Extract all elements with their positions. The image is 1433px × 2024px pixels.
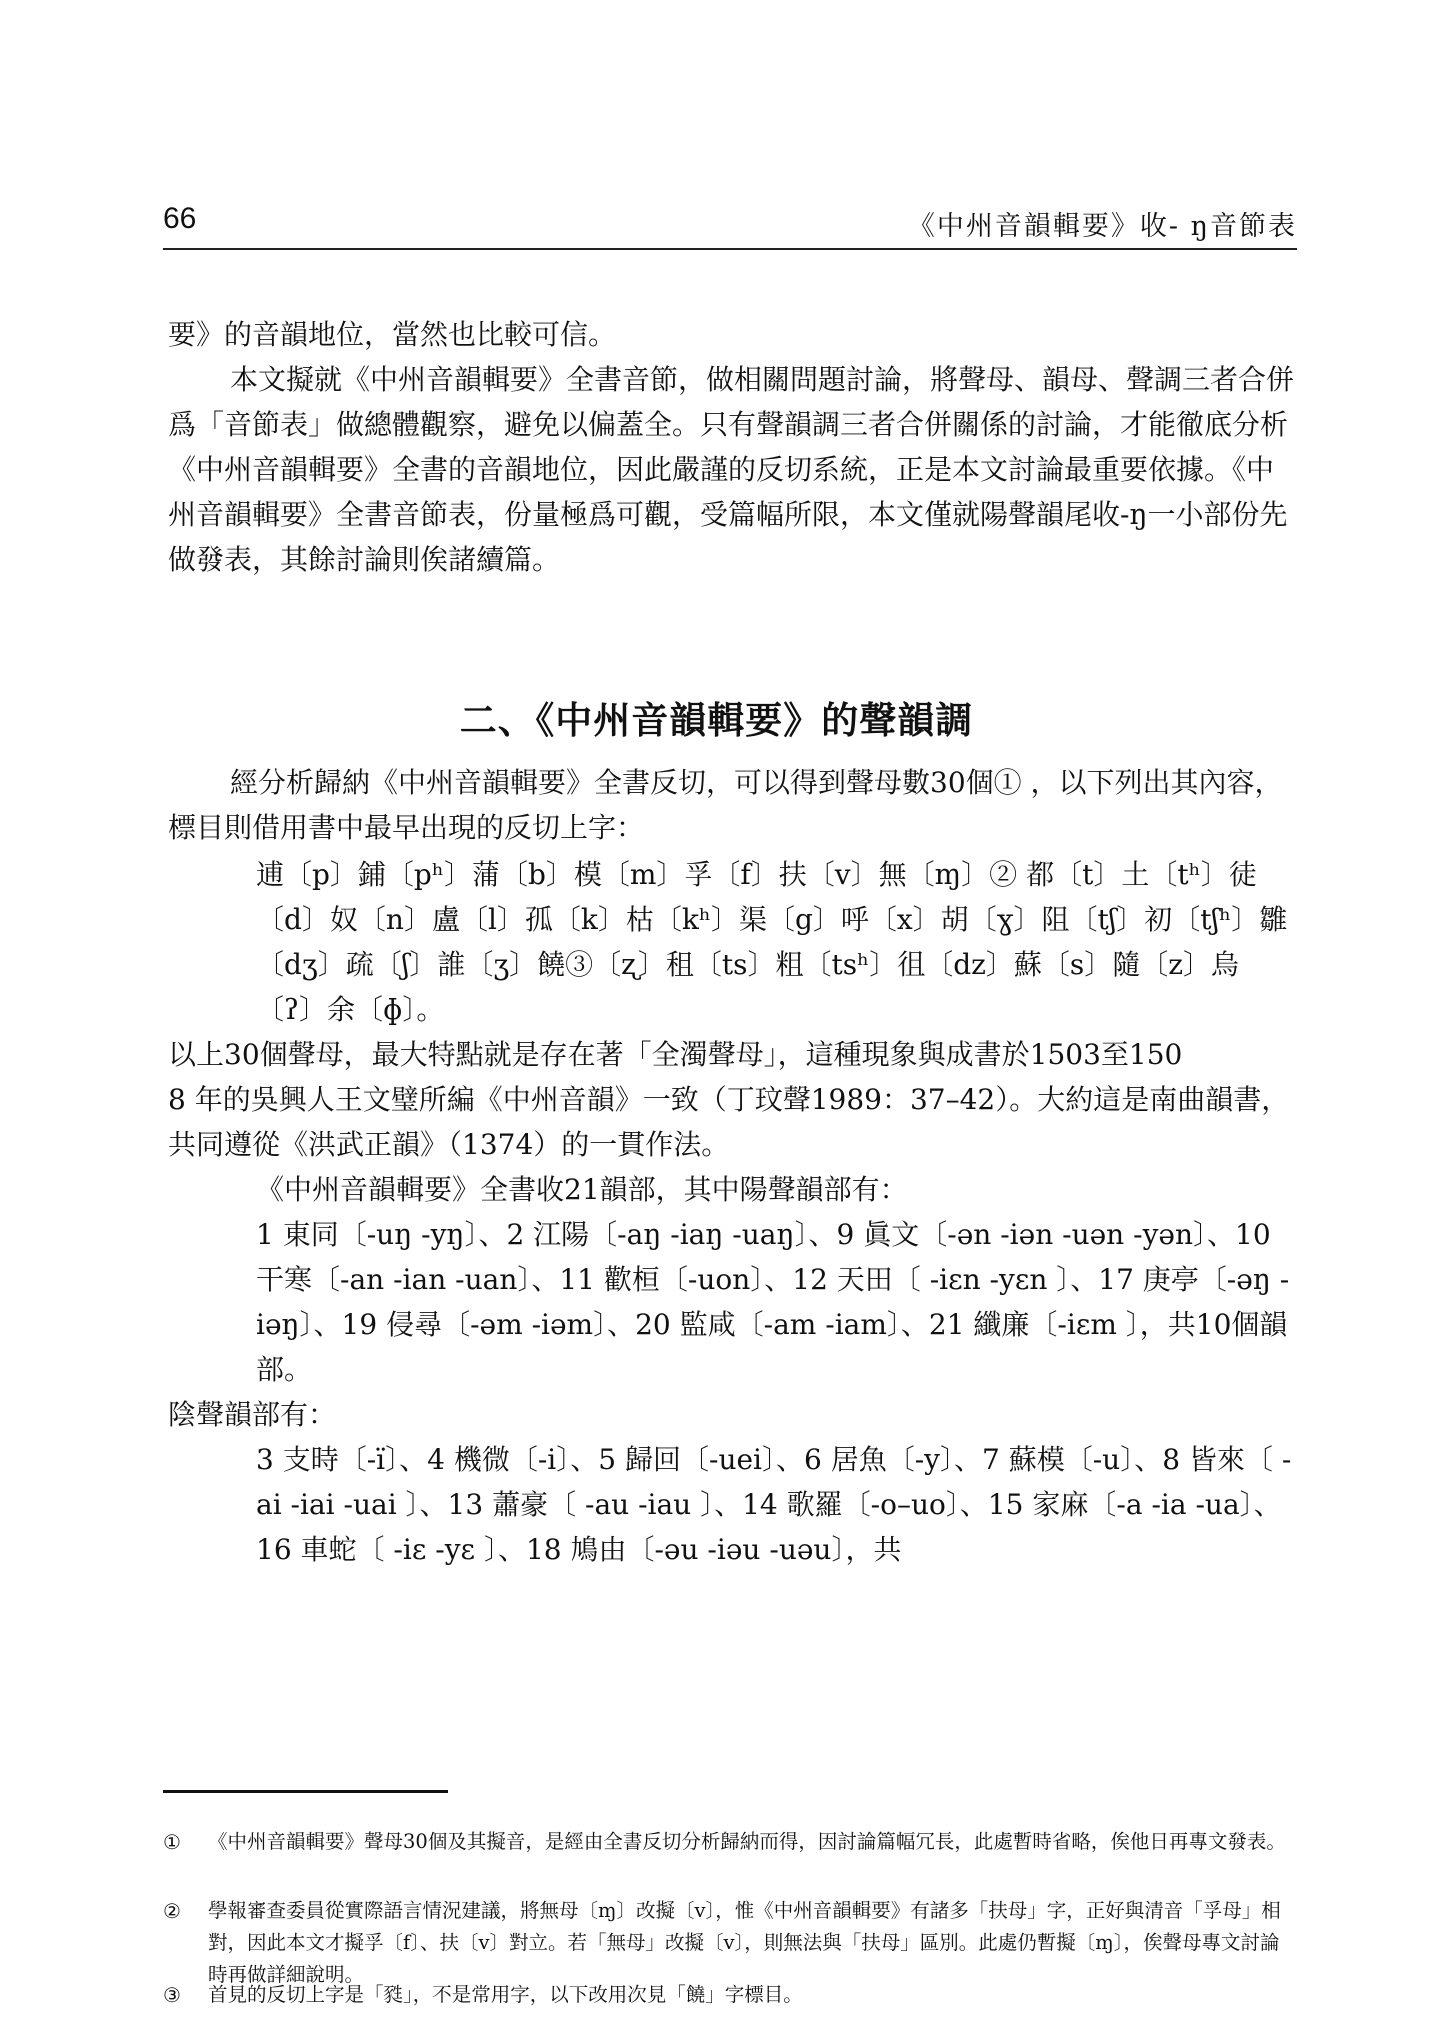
- initials-list: 逋〔p〕鋪〔pʰ〕蒲〔b〕模〔m〕孚〔f〕扶〔v〕無〔ɱ〕② 都〔t〕土〔tʰ〕徒〔d〕奴〔n〕盧〔l〕孤〔k〕枯〔kʰ〕渠〔g〕呼〔x〕胡〔ɣ〕阻〔tʃ〕初〔tʃʰ〕雛〔dʒ〕疏〔ʃ〕誰〔ʒ〕饒③〔ʐ〕租〔ts〕粗〔tsʰ〕徂〔dz〕蘇〔s〕隨〔z〕烏〔ʔ〕余〔ɸ〕。: [256, 858, 1288, 1026]
- section-paragraph-2-line-1: 以上30個聲母，最大特點就是存在著「全濁聲母」，這種現象與成書於1503至150: [168, 1038, 1183, 1071]
- footnote-text: 《中州音韻輯要》聲母30個及其擬音，是經由全書反切分析歸納而得，因討論篇幅冗長，此處暫時省略，俟他日再專文發表。: [208, 1830, 1286, 1853]
- footnote-text: 首見的反切上字是「甤」，不是常用字，以下改用次見「饒」字標目。: [208, 1983, 803, 2006]
- section-paragraph-3: 《中州音韻輯要》全書收21韻部，其中陽聲韻部有：: [256, 1173, 908, 1206]
- footnote-1: [163, 1826, 1297, 1859]
- yin-rhyme-list: 3 支時〔-ï〕、4 機微〔-i〕、5 歸回〔-uei〕、6 居魚〔-y〕、7 蘇模〔-u〕、8 皆來〔 -ai -iai -uai 〕、13 蕭豪〔 -au -iau 〕、14 歌羅〔-o–uo〕、15 家麻〔-a -ia -ua〕、16 車蛇〔 -iɛ -yɛ 〕、18 鳩由〔-əu -iəu -uəu〕，共: [256, 1443, 1292, 1566]
- header-rule: [163, 248, 1297, 250]
- footnote-marker: ③: [163, 1983, 181, 2007]
- section-paragraph-1: 經分析歸納《中州音韻輯要》全書反切，可以得到聲母數30個① ，以下列出其內容，標目則借用書中最早出現的反切上字：: [168, 766, 1283, 844]
- footnote-marker: ②: [163, 1899, 181, 1923]
- page-number: 66: [163, 202, 197, 235]
- footnote-2: [163, 1895, 1297, 1991]
- section-paragraph-2-rest: 8 年的吳興人王文璧所編《中州音韻》一致（丁玟聲1989：37–42）。大約這是南曲韻書，共同遵從《洪武正韻》（1374）的一貫作法。: [168, 1083, 1290, 1161]
- footnote-3: [163, 1979, 1297, 2012]
- footnote-marker: ①: [163, 1830, 181, 1854]
- section-heading: 二、《中州音韻輯要》的聲韻調: [459, 699, 974, 742]
- intro-line: 要》的音韻地位，當然也比較可信。: [168, 318, 617, 351]
- intro-paragraph: 本文擬就《中州音韻輯要》全書音節，做相關問題討論，將聲母、韻母、聲調三者合併爲「音節表」做總體觀察，避免以偏蓋全。只有聲韻調三者合併關係的討論，才能徹底分析《中州音韻輯要》全書的音韻地位，因此嚴謹的反切系統，正是本文討論最重要依據。《中州音韻輯要》全書音節表，份量極爲可觀，受篇幅所限，本文僅就陽聲韻尾收-ŋ一小部份先做發表，其餘討論則俟諸續篇。: [168, 363, 1295, 576]
- yang-rhyme-list: 1 東同〔-uŋ -yŋ〕、2 江陽〔-aŋ -iaŋ -uaŋ〕、9 眞文〔-ən -iən -uən -yən〕、10 干寒〔-an -ian -uan〕、11 歡桓〔-uon〕、12 天田〔 -iɛn -yɛn 〕、17 庚亭〔-əŋ -iəŋ〕、19 侵尋〔-əm -iəm〕、20 監咸〔-am -iam〕、21 纖廉〔-iɛm 〕，共10個韻部。: [256, 1218, 1290, 1386]
- running-title: 《中州音韻輯要》收- ŋ音節表: [907, 211, 1297, 242]
- footnote-rule: [163, 1790, 448, 1793]
- footnote-text: 學報審查委員從實際語言情況建議，將無母〔ɱ〕改擬〔v〕，惟《中州音韻輯要》有諸多「扶母」字，正好與清音「孚母」相對，因此本文才擬孚〔f〕、扶〔v〕對立。若「無母」改擬〔v〕，則無法與「扶母」區別。此處仍暫擬〔ɱ〕，俟聲母專文討論時再做詳細說明。: [208, 1899, 1281, 1986]
- yin-rhyme-label: 陰聲韻部有：: [168, 1398, 337, 1431]
